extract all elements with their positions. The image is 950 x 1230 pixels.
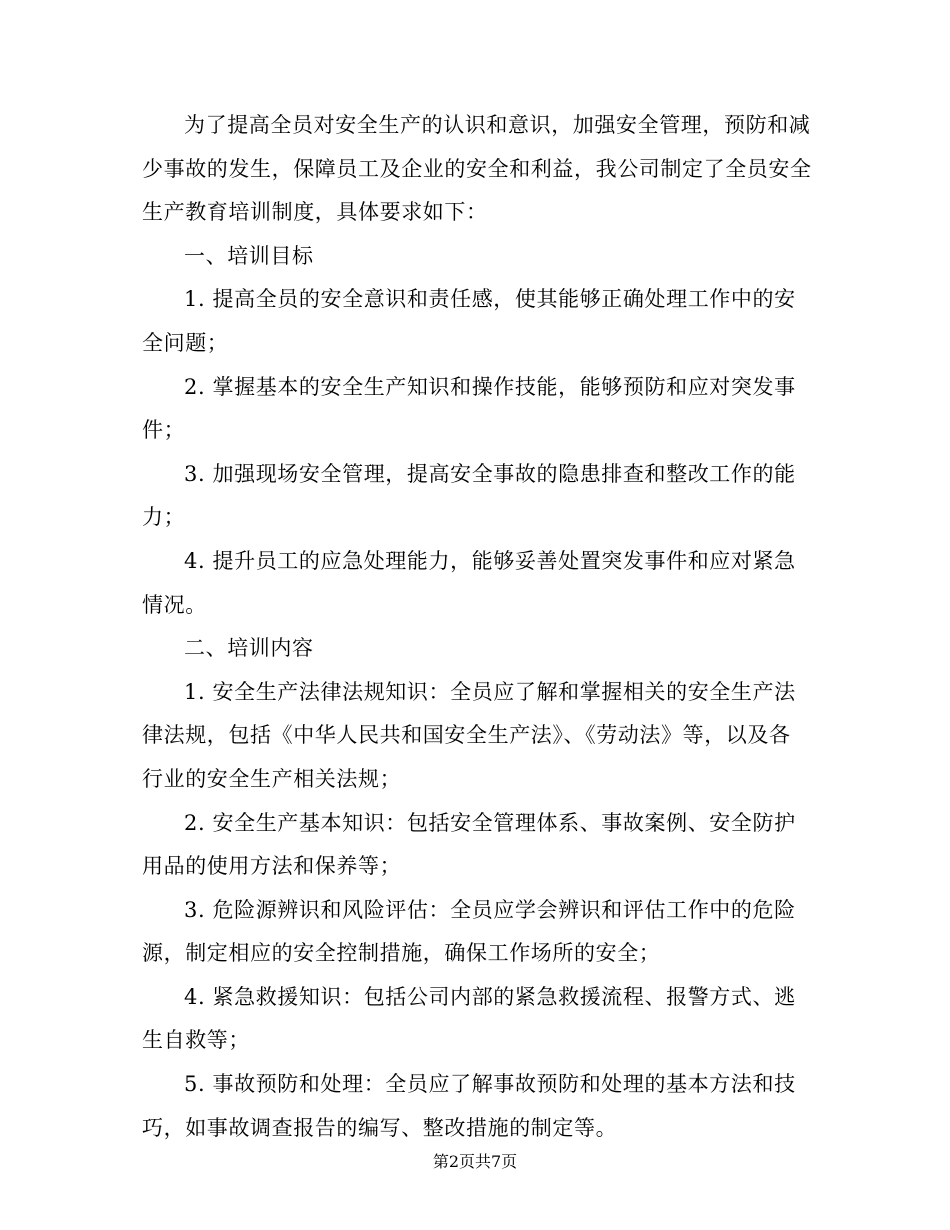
page-number-footer: 第2页共7页 — [432, 1152, 518, 1171]
goal-item-2: 2. 掌握基本的安全生产知识和操作技能，能够预防和应对突发事件； — [142, 374, 796, 443]
intro-paragraph: 为了提高全员对安全生产的认识和意识，加强安全管理，预防和减少事故的发生，保障员工及企业的安全和利益，我公司制定了全员安全生产教育培训制度，具体要求如下： — [142, 113, 812, 225]
content-item-4: 4. 紧急救援知识：包括公司内部的紧急救援流程、报警方式、逃生自救等； — [142, 984, 796, 1053]
section-heading-training-content: 二、培训内容 — [184, 636, 314, 661]
content-item-2: 2. 安全生产基本知识：包括安全管理体系、事故案例、安全防护用品的使用方法和保养等； — [142, 810, 796, 879]
goal-item-4: 4. 提升员工的应急处理能力，能够妥善处置突发事件和应对紧急情况。 — [142, 548, 796, 617]
document-body — [142, 104, 812, 1150]
content-item-1: 1. 安全生产法律法规知识：全员应了解和掌握相关的安全生产法律法规，包括《中华人民共和国安全生产法》、《劳动法》等，以及各行业的安全生产相关法规； — [142, 679, 796, 791]
goal-item-3: 3. 加强现场安全管理，提高安全事故的隐患排查和整改工作的能力； — [142, 461, 796, 530]
content-item-5: 5. 事故预防和处理：全员应了解事故预防和处理的基本方法和技巧，如事故调查报告的编写、整改措施的制定等。 — [142, 1072, 796, 1140]
goal-item-1: 1. 提高全员的安全意识和责任感，使其能够正确处理工作中的安全问题； — [142, 287, 796, 355]
section-heading-training-goals: 一、培训目标 — [184, 243, 314, 268]
content-item-3: 3. 危险源辨识和风险评估：全员应学会辨识和评估工作中的危险源，制定相应的安全控制措施，确保工作场所的安全； — [142, 897, 796, 966]
